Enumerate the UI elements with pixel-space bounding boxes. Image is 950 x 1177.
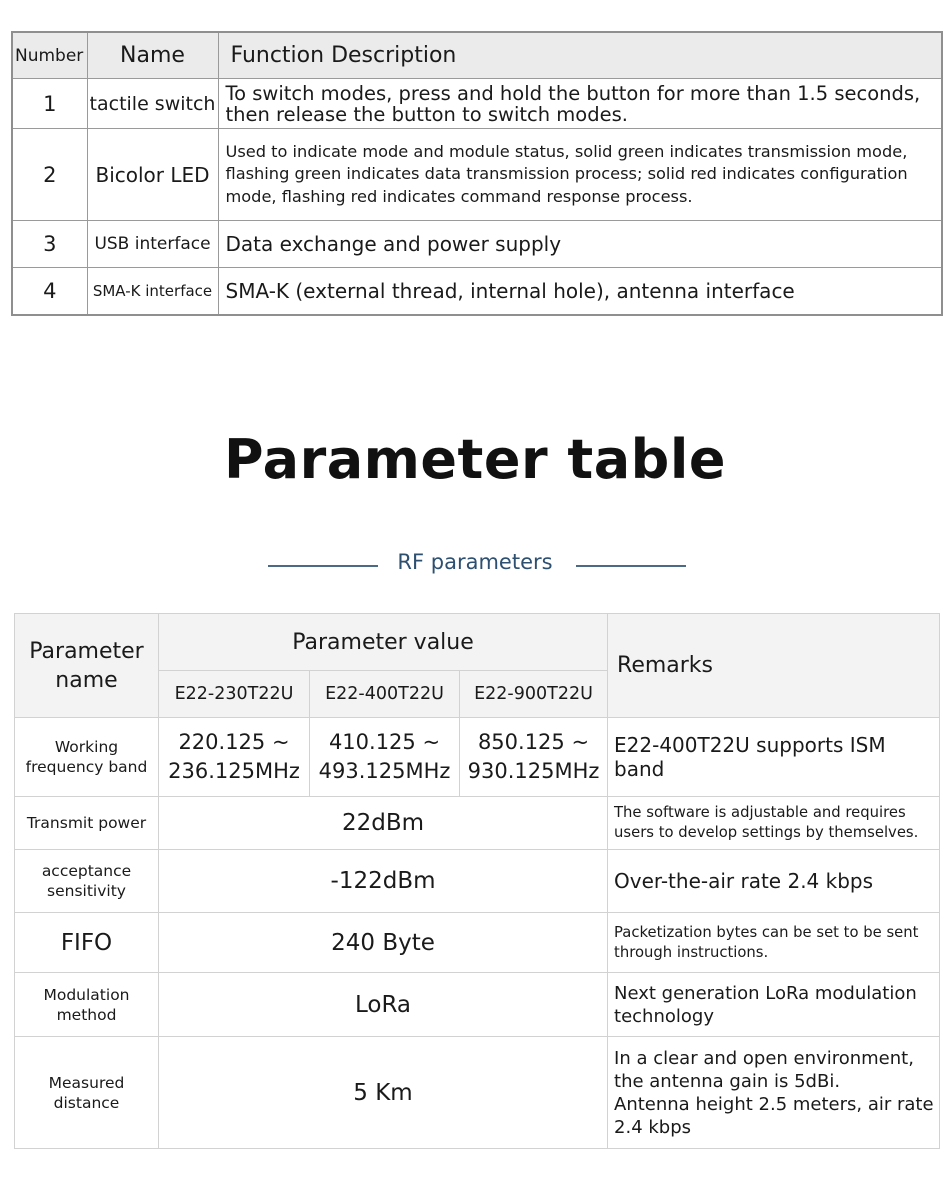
param-value: 22dBm [159, 797, 608, 850]
remarks-line: Antenna height 2.5 meters, air rate 2.4 kbps [614, 1093, 934, 1138]
table-row [15, 718, 940, 797]
header-name: Name [87, 32, 218, 79]
param-name: Working frequency band [15, 718, 159, 797]
row-description: SMA-K (external thread, internal hole), antenna interface [218, 268, 942, 316]
rf-parameter-table [14, 613, 940, 1149]
param-value: 220.125 ~ 236.125MHz [159, 718, 310, 797]
row-number: 2 [12, 129, 87, 221]
heading-rule-right [576, 565, 686, 567]
header-remarks: Remarks [608, 614, 940, 718]
param-value: -122dBm [159, 850, 608, 913]
row-description: Data exchange and power supply [218, 221, 942, 268]
section-heading [0, 548, 950, 582]
function-table [11, 31, 943, 316]
header-description: Function Description [218, 32, 942, 79]
param-value: 5 Km [159, 1037, 608, 1149]
table-row [12, 268, 942, 316]
model-e22-900t22u: E22-900T22U [460, 671, 608, 718]
table-row [15, 973, 940, 1037]
row-name: SMA-K interface [87, 268, 218, 316]
param-remarks: E22-400T22U supports ISM band [608, 718, 940, 797]
param-remarks: Next generation LoRa modulation technology [608, 973, 940, 1037]
function-table-header [12, 32, 942, 79]
row-name: Bicolor LED [87, 129, 218, 221]
param-value: 240 Byte [159, 913, 608, 973]
param-name: Measured distance [15, 1037, 159, 1149]
param-remarks [608, 1037, 940, 1149]
row-number: 1 [12, 79, 87, 129]
table-row [15, 797, 940, 850]
param-remarks: Over-the-air rate 2.4 kbps [608, 850, 940, 913]
param-remarks: Packetization bytes can be set to be sent through instructions. [608, 913, 940, 973]
param-name: Modulation method [15, 973, 159, 1037]
rf-table-header [15, 614, 940, 671]
page-title: Parameter table [224, 428, 726, 491]
param-value: 850.125 ~ 930.125MHz [460, 718, 608, 797]
row-number: 3 [12, 221, 87, 268]
table-row [15, 913, 940, 973]
model-e22-400t22u: E22-400T22U [310, 671, 460, 718]
header-number: Number [12, 32, 87, 79]
section-heading-label: RF parameters [397, 550, 553, 574]
param-name: FIFO [15, 913, 159, 973]
header-parameter-value: Parameter value [159, 614, 608, 671]
row-name: tactile switch [87, 79, 218, 129]
table-row [12, 129, 942, 221]
model-e22-230t22u: E22-230T22U [159, 671, 310, 718]
row-description: Used to indicate mode and module status, solid green indicates transmission mode, flashing green indicates data transmission process; solid red indicates configuration mode, flashing red indicates command response process. [218, 129, 942, 221]
row-name: USB interface [87, 221, 218, 268]
row-description: To switch modes, press and hold the button for more than 1.5 seconds, then release the button to switch modes. [218, 79, 942, 129]
table-row [12, 79, 942, 129]
param-remarks: The software is adjustable and requires users to develop settings by themselves. [608, 797, 940, 850]
table-row [12, 221, 942, 268]
param-name: Transmit power [15, 797, 159, 850]
param-value: LoRa [159, 973, 608, 1037]
remarks-line: In a clear and open environment, the antenna gain is 5dBi. [614, 1047, 914, 1092]
table-row [15, 1037, 940, 1149]
header-parameter-name: Parameter name [15, 614, 159, 718]
table-row [15, 850, 940, 913]
param-value: 410.125 ~ 493.125MHz [310, 718, 460, 797]
param-name: acceptance sensitivity [15, 850, 159, 913]
row-number: 4 [12, 268, 87, 316]
